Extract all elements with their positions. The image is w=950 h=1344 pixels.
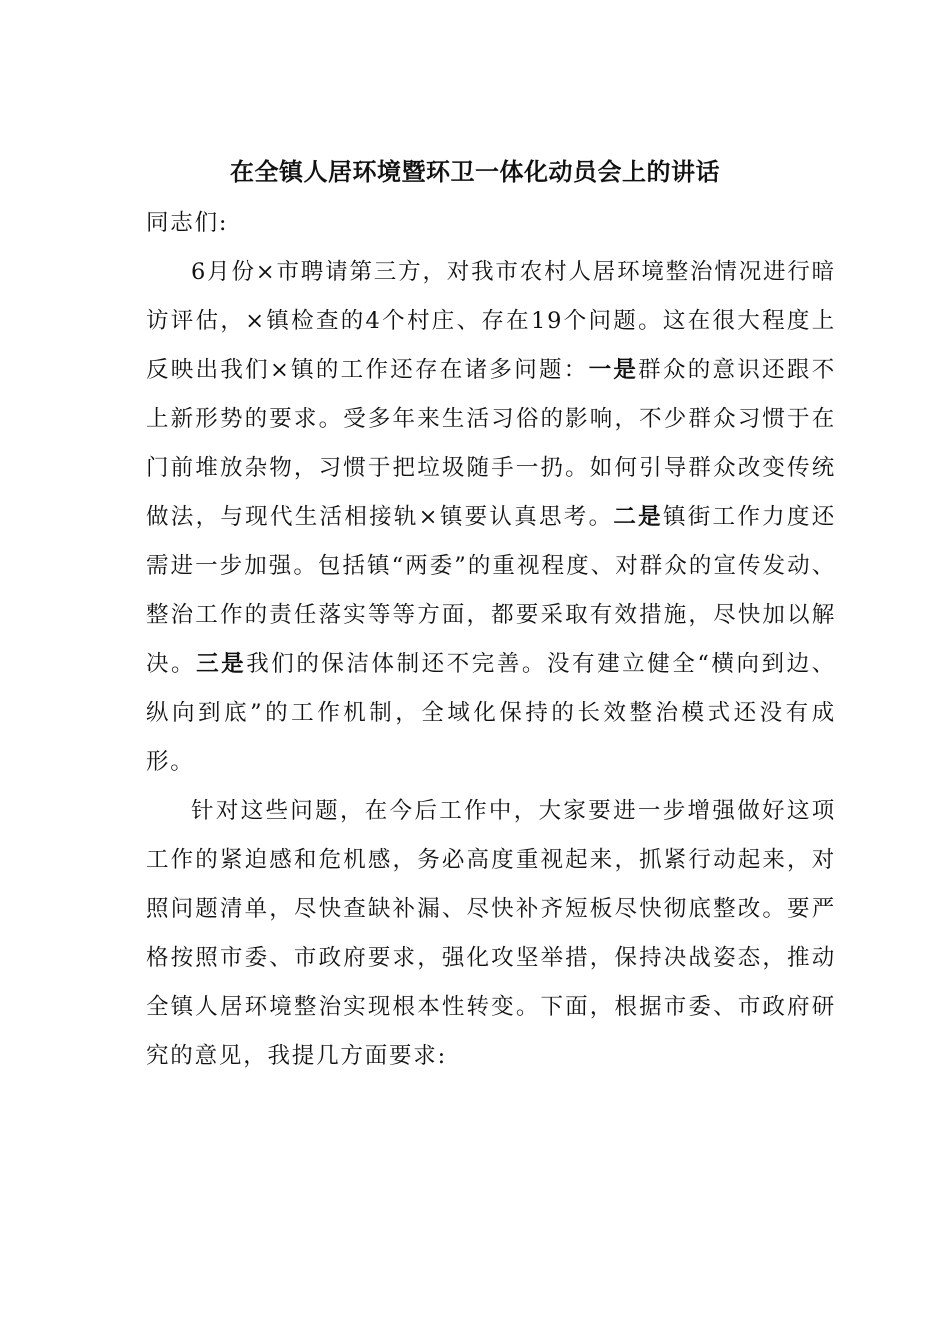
point-three-text: 我们的保洁体制还不完善。没有建立健全“横向到边、纵向到底”的工作机制，全域化保持的长效整治模式还没有成形。 xyxy=(146,651,836,775)
point-two-label: 二是 xyxy=(613,504,663,530)
point-three-label: 三是 xyxy=(196,651,247,677)
salutation: 同志们: xyxy=(146,210,229,236)
point-two-text: 镇街工作力度还需进一步加强。包括镇“两委”的重视程度、对群众的宣传发动、整治工作的责任落实等等方面，都要采取有效措施，尽快加以解决。 xyxy=(146,504,836,677)
document-title: 在全镇人居环境暨环卫一体化动员会上的讲话 xyxy=(230,157,720,186)
point-one-label: 一是 xyxy=(588,357,639,383)
paragraph-requirements: 针对这些问题，在今后工作中，大家要进一步增强做好这项工作的紧迫感和危机感，务必高度重视起来，抓紧行动起来，对照问题清单，尽快查缺补漏、尽快补齐短板尽快彻底整改。要严格按照市委、市政府要求，强化攻坚举措，保持决战姿态，推动全镇人居环境整治实现根本性转变。下面，根据市委、市政府研究的意见，我提几方面要求: xyxy=(146,798,836,1069)
paragraph-issues xyxy=(146,248,836,787)
document-body xyxy=(146,199,836,1081)
point-one-text: 群众的意识还跟不上新形势的要求。受多年来生活习俗的影响，不少群众习惯于在门前堆放杂物，习惯于把垃圾随手一扔。如何引导群众改变传统做法，与现代生活相接轨×镇要认真思考。 xyxy=(146,357,836,530)
paragraph-issues-intro: 6月份×市聘请第三方，对我市农村人居环境整治情况进行暗访评估，×镇检查的4个村庄、存在19个问题。这在很大程度上反映出我们×镇的工作还存在诸多问题： xyxy=(146,259,836,383)
